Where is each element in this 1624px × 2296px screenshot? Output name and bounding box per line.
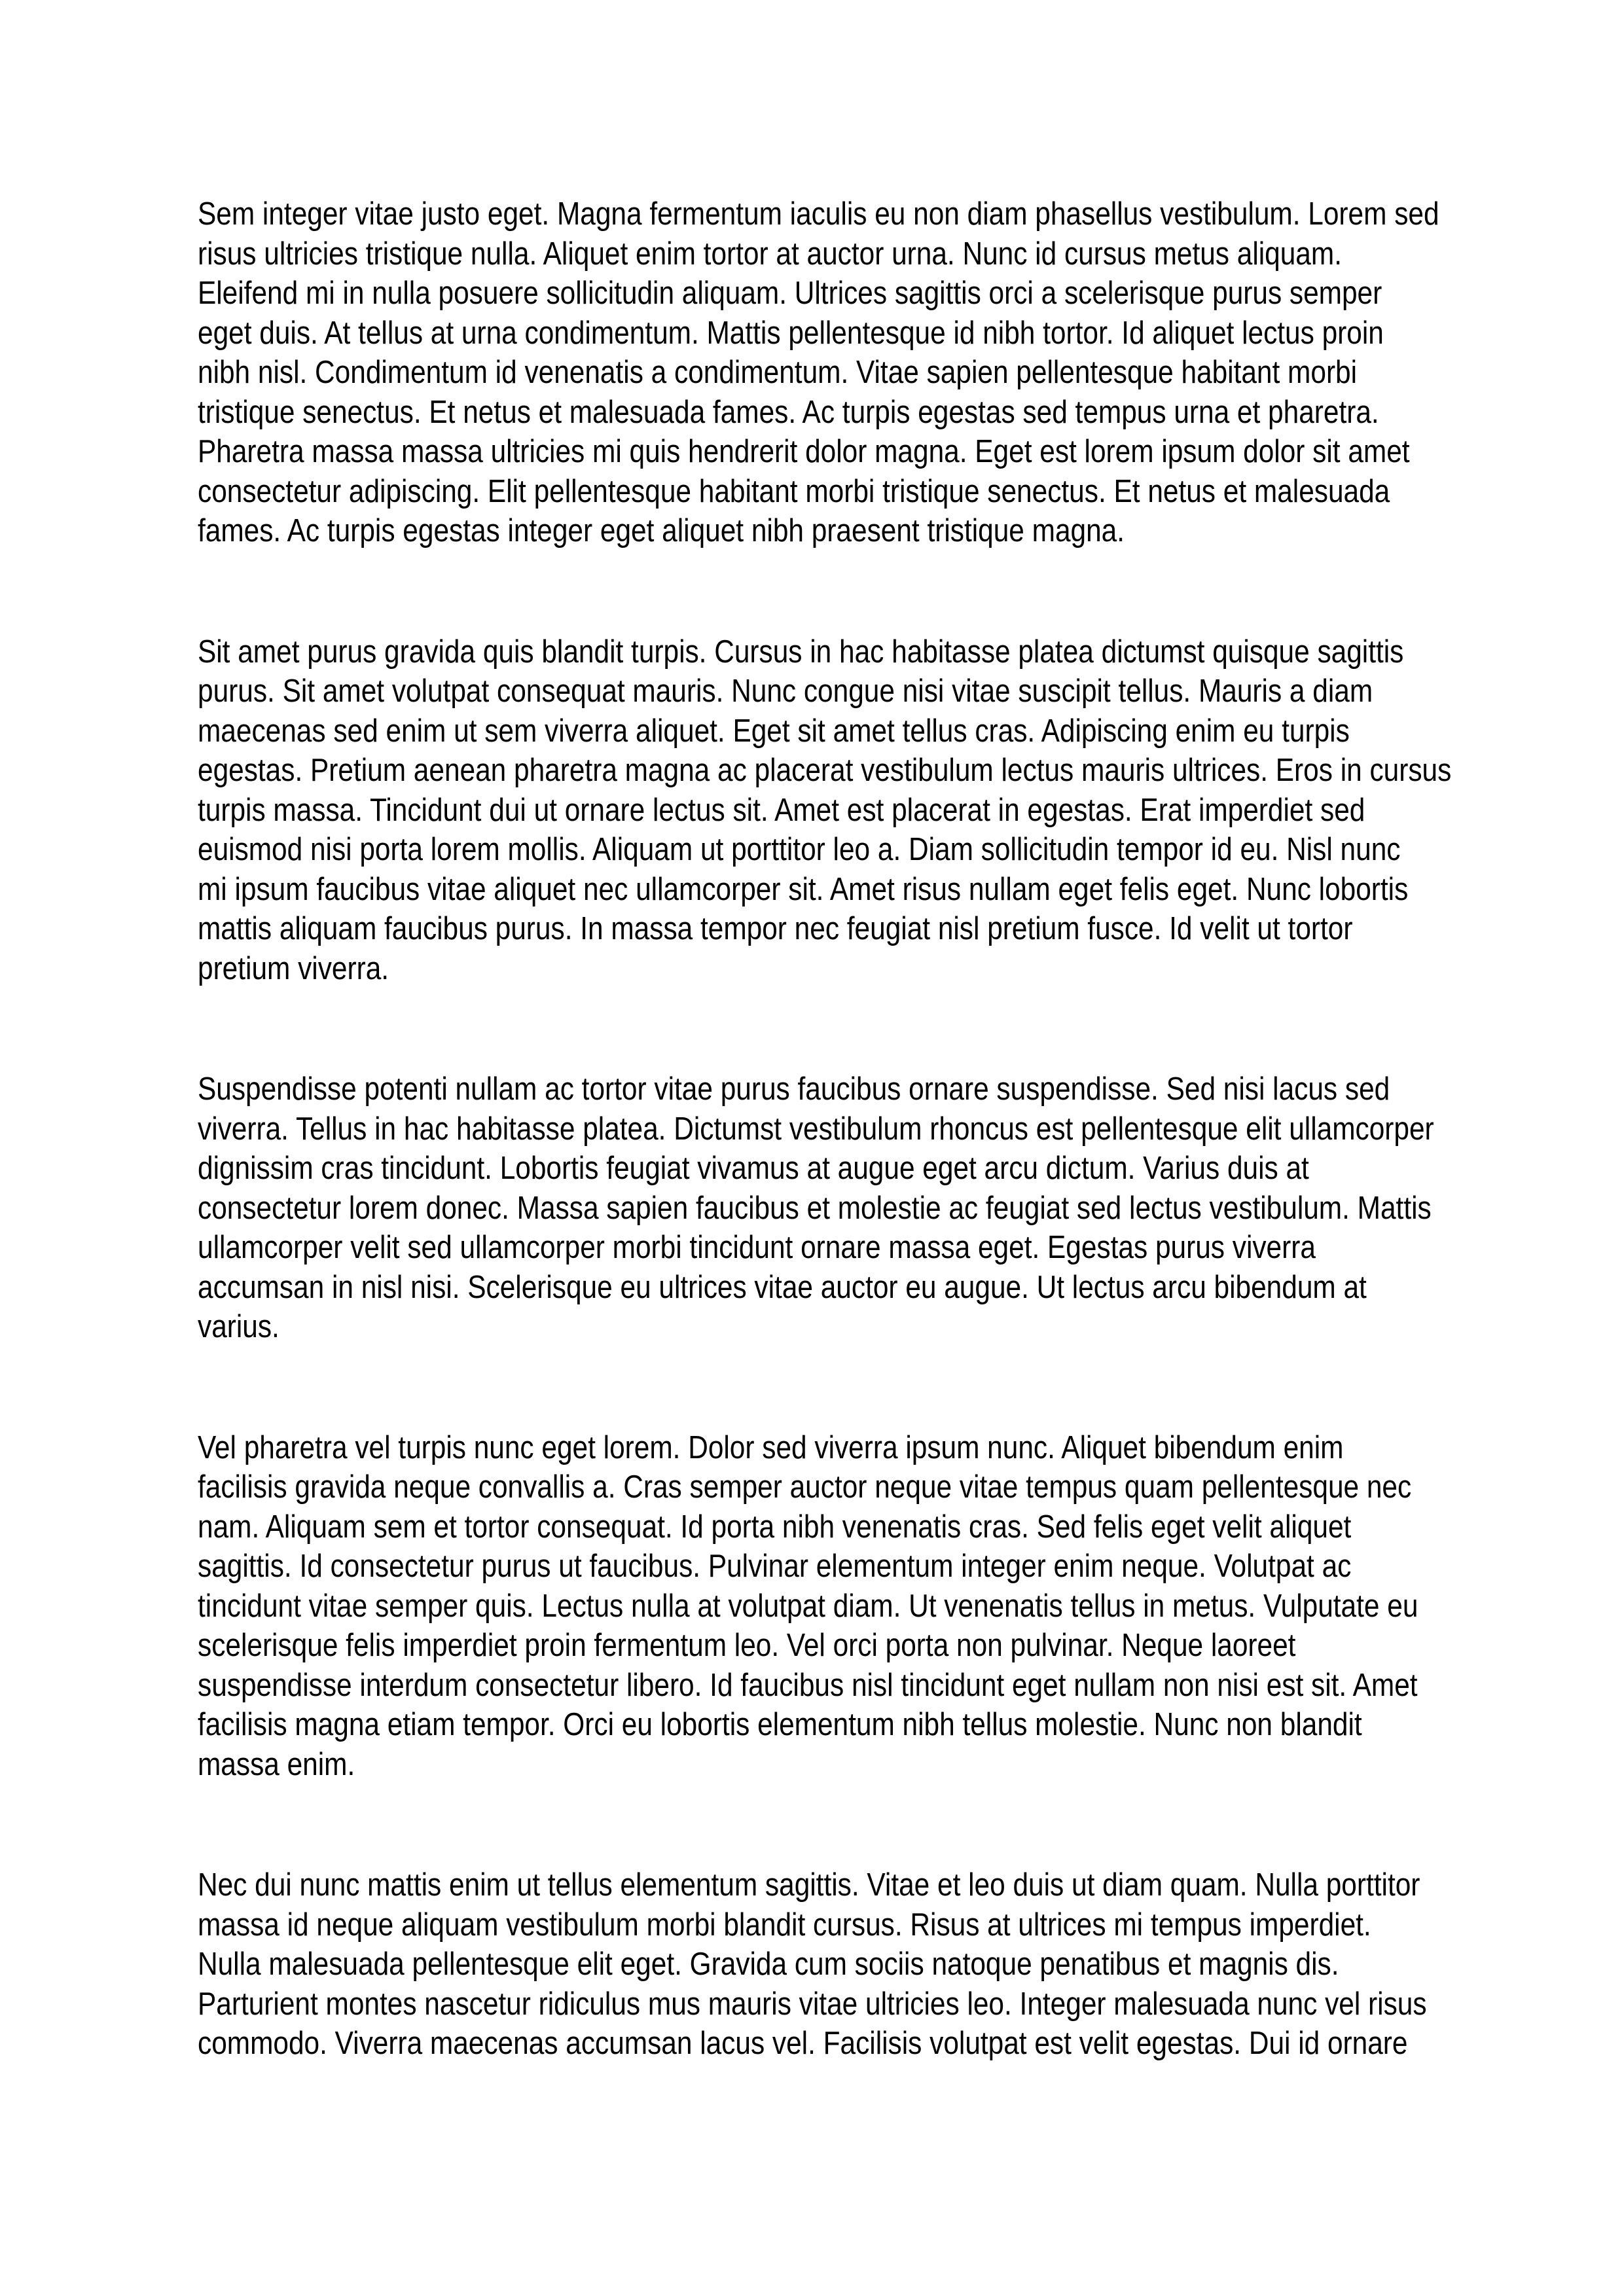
text-line: maecenas sed enim ut sem viverra aliquet. Eget sit amet tellus cras. Adipiscing enim eu turpis	[198, 713, 1350, 749]
text-line: consectetur adipiscing. Elit pellentesque habitant morbi tristique senectus. Et netus et malesuada	[198, 473, 1390, 509]
text-line: pretium viverra.	[198, 950, 389, 986]
text-line: risus ultricies tristique nulla. Aliquet enim tortor at auctor urna. Nunc id cursus metus aliquam.	[198, 236, 1342, 272]
text-line: suspendisse interdum consectetur libero. Id faucibus nisl tincidunt eget nullam non nisi est sit. Amet	[198, 1667, 1418, 1703]
text-line: sagittis. Id consectetur purus ut faucibus. Pulvinar elementum integer enim neque. Volutpat ac	[198, 1549, 1352, 1584]
text-line: purus. Sit amet volutpat consequat mauris. Nunc congue nisi vitae suscipit tellus. Mauris a diam	[198, 673, 1373, 709]
text-line: Vel pharetra vel turpis nunc eget lorem. Dolor sed viverra ipsum nunc. Aliquet bibendum enim	[198, 1429, 1344, 1465]
text-line: fames. Ac turpis egestas integer eget aliquet nibh praesent tristique magna.	[198, 513, 1125, 548]
text-line: Sem integer vitae justo eget. Magna fermentum iaculis eu non diam phasellus vestibulum. Lorem sed	[198, 196, 1439, 232]
text-line: massa enim.	[198, 1746, 355, 1782]
text-line: euismod nisi porta lorem mollis. Aliquam ut porttitor leo a. Diam sollicitudin tempor id eu. Nisl nunc	[198, 832, 1401, 867]
text-line: viverra. Tellus in hac habitasse platea. Dictumst vestibulum rhoncus est pellentesque elit ullamcorper	[198, 1111, 1434, 1147]
text-line: Parturient montes nascetur ridiculus mus mauris vitae ultricies leo. Integer malesuada nunc vel risus	[198, 1986, 1427, 2022]
text-line: mi ipsum faucibus vitae aliquet nec ullamcorper sit. Amet risus nullam eget felis eget. Nunc lobortis	[198, 871, 1409, 907]
paragraph-3	[198, 1069, 1434, 1347]
text-line: eget duis. At tellus at urna condimentum. Mattis pellentesque id nibh tortor. Id aliquet lectus proin	[198, 315, 1384, 351]
text-line: massa id neque aliquam vestibulum morbi blandit cursus. Risus at ultrices mi tempus imperdiet.	[198, 1907, 1371, 1943]
text-line: Sit amet purus gravida quis blandit turpis. Cursus in hac habitasse platea dictumst quisque sagittis	[198, 634, 1404, 670]
text-line: tincidunt vitae semper quis. Lectus nulla at volutpat diam. Ut venenatis tellus in metus. Vulputate eu	[198, 1588, 1418, 1624]
text-line: nam. Aliquam sem et tortor consequat. Id porta nibh venenatis cras. Sed felis eget velit aliquet	[198, 1509, 1352, 1545]
text-line: turpis massa. Tincidunt dui ut ornare lectus sit. Amet est placerat in egestas. Erat imperdiet sed	[198, 792, 1365, 828]
text-line: tristique senectus. Et netus et malesuada fames. Ac turpis egestas sed tempus urna et pharetra.	[198, 394, 1379, 430]
text-line: consectetur lorem donec. Massa sapien faucibus et molestie ac feugiat sed lectus vestibulum. Mattis	[198, 1190, 1432, 1226]
document-body	[198, 194, 1452, 2145]
paragraph-1	[198, 194, 1439, 551]
text-line: Eleifend mi in nulla posuere sollicitudin aliquam. Ultrices sagittis orci a scelerisque purus semper	[198, 276, 1382, 311]
text-line: facilisis gravida neque convallis a. Cras semper auctor neque vitae tempus quam pellentesque nec	[198, 1469, 1412, 1505]
text-line: varius.	[198, 1309, 280, 1344]
text-line: egestas. Pretium aenean pharetra magna ac placerat vestibulum lectus mauris ultrices. Eros in cursus	[198, 753, 1452, 788]
text-line: dignissim cras tincidunt. Lobortis feugiat vivamus at augue eget arcu dictum. Varius duis at	[198, 1151, 1309, 1186]
text-line: scelerisque felis imperdiet proin fermentum leo. Vel orci porta non pulvinar. Neque laoreet	[198, 1628, 1296, 1663]
text-line: Pharetra massa massa ultricies mi quis hendrerit dolor magna. Eget est lorem ipsum dolor sit amet	[198, 434, 1410, 469]
text-line: facilisis magna etiam tempor. Orci eu lobortis elementum nibh tellus molestie. Nunc non blandit	[198, 1707, 1362, 1742]
paragraph-5	[198, 1865, 1428, 2064]
paragraph-2	[198, 632, 1452, 989]
text-line: ullamcorper velit sed ullamcorper morbi tincidunt ornare massa eget. Egestas purus viverra	[198, 1230, 1316, 1265]
paragraph-4	[198, 1428, 1428, 1785]
text-line: accumsan in nisl nisi. Scelerisque eu ultrices vitae auctor eu augue. Ut lectus arcu bibendum at	[198, 1269, 1367, 1305]
text-line: commodo. Viverra maecenas accumsan lacus vel. Facilisis volutpat est velit egestas. Dui id ornare	[198, 2026, 1408, 2061]
text-line: nibh nisl. Condimentum id venenatis a condimentum. Vitae sapien pellentesque habitant morbi	[198, 355, 1358, 390]
text-line: mattis aliquam faucibus purus. In massa tempor nec feugiat nisl pretium fusce. Id velit ut tortor	[198, 911, 1353, 946]
text-line: Nec dui nunc mattis enim ut tellus elementum sagittis. Vitae et leo duis ut diam quam. Nulla porttitor	[198, 1867, 1420, 1903]
text-line: Nulla malesuada pellentesque elit eget. Gravida cum sociis natoque penatibus et magnis dis.	[198, 1946, 1339, 1982]
text-line: Suspendisse potenti nullam ac tortor vitae purus faucibus ornare suspendisse. Sed nisi lacus sed	[198, 1071, 1390, 1107]
